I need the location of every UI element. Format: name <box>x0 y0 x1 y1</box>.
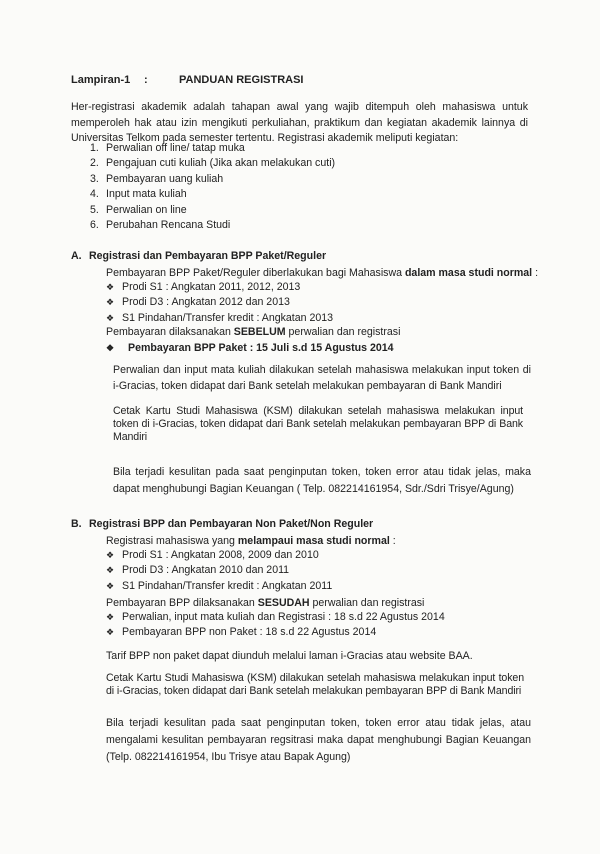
list-item: ❖ S1 Pindahan/Transfer kredit : Angkatan 2013 <box>106 311 333 326</box>
section-b-contact-info: Bila terjadi kesulitan pada saat penginputan token, token error atau tidak jelas, atau mengalami kesulitan pembayaran regsitrasi maka dapat menghubungi Bagian Keuangan (Telp. 082214161954, Ibu Trisye atau Bapak Agung) <box>106 717 531 763</box>
list-item: ❖ Prodi S1 : Angkatan 2008, 2009 dan 2010 <box>106 548 332 563</box>
section-a-payment-timing: Pembayaran dilaksanakan SEBELUM perwalian dan registrasi <box>106 326 401 338</box>
diamond-bullet-icon: ❖ <box>106 580 115 591</box>
section-a-eligibility-text: Pembayaran BPP Paket/Reguler diberlakukan bagi Mahasiswa dalam masa studi normal : <box>106 267 539 279</box>
diamond-bullet-icon: ❖ <box>106 550 115 560</box>
list-item: 5. Perwalian on line <box>90 203 187 216</box>
page-title: PANDUAN REGISTRASI <box>179 74 304 86</box>
section-b-tariff-info: Tarif BPP non paket dapat diunduh melalui laman i-Gracias atau website BAA. <box>106 650 473 662</box>
section-a-payment-period: ❖ Pembayaran BPP Paket : 15 Juli s.d 15 Agustus 2014 <box>106 342 394 354</box>
diamond-bullet-icon: ❖ <box>106 343 115 353</box>
diamond-bullet-icon: ❖ <box>106 282 115 292</box>
document-header <box>71 74 303 86</box>
section-a-heading: A. Registrasi dan Pembayaran BPP Paket/Reguler <box>71 250 327 262</box>
list-item: 1. Perwalian off line/ tatap muka <box>90 142 245 154</box>
diamond-bullet-icon: ❖ <box>106 565 115 576</box>
section-a-cohort-list <box>106 280 333 326</box>
registration-activities-list <box>90 141 335 233</box>
diamond-bullet-icon: ❖ <box>106 297 115 308</box>
section-b-heading: B. Registrasi BPP dan Pembayaran Non Paket/Non Reguler <box>71 518 374 530</box>
attachment-label: Lampiran-1 <box>71 74 131 86</box>
section-b-schedule-list <box>106 610 445 641</box>
section-b-ksm-info: Cetak Kartu Studi Mahasiswa (KSM) dilakukan setelah mahasiswa melakukan input token di i-Gracias, token didapat dari Bank setelah melakukan pembayaran BPP di Bank Mandiri <box>106 672 524 697</box>
section-b-payment-timing: Pembayaran BPP dilaksanakan SESUDAH perwalian dan registrasi <box>106 597 425 609</box>
list-item: 4. Input mata kuliah <box>90 188 187 201</box>
list-item: ❖ Prodi S1 : Angkatan 2011, 2012, 2013 <box>106 280 333 295</box>
list-item: 2. Pengajuan cuti kuliah (Jika akan melakukan cuti) <box>90 157 336 170</box>
list-item: ❖ Pembayaran BPP non Paket : 18 s.d 22 Agustus 2014 <box>106 625 445 640</box>
section-a-contact-info: Bila terjadi kesulitan pada saat penginputan token, token error atau tidak jelas, maka dapat menghubungi Bagian Keuangan ( Telp. 082214161954, Sdr./Sdri Trisye/Agung) <box>113 466 531 495</box>
list-item: ❖ Prodi D3 : Angkatan 2010 dan 2011 <box>106 563 332 578</box>
section-a-token-info: Perwalian dan input mata kuliah dilakukan setelah mahasiswa melakukan input token di i-Gracias, token didapat dari Bank setelah melakukan pembayaran di Bank Mandiri <box>113 364 531 392</box>
section-b-eligibility-text: Registrasi mahasiswa yang melampaui masa studi normal : <box>106 535 396 547</box>
diamond-bullet-icon: ❖ <box>106 312 115 323</box>
list-item: 6. Perubahan Rencana Studi <box>90 218 231 231</box>
header-colon: : <box>144 74 148 86</box>
diamond-bullet-icon: ❖ <box>106 627 115 638</box>
list-item: ❖ S1 Pindahan/Transfer kredit : Angkatan 2011 <box>106 579 332 594</box>
section-b-cohort-list <box>106 548 332 594</box>
list-item: 3. Pembayaran uang kuliah <box>90 172 224 185</box>
list-item: ❖ Prodi D3 : Angkatan 2012 dan 2013 <box>106 295 333 310</box>
section-a-ksm-info: Cetak Kartu Studi Mahasiswa (KSM) dilakukan setelah mahasiswa melakukan input token di i-Gracias, token didapat dari Bank setelah melakukan pembayaran BPP di Bank Mandiri <box>113 405 523 443</box>
list-item: ❖ Perwalian, input mata kuliah dan Registrasi : 18 s.d 22 Agustus 2014 <box>106 610 445 625</box>
diamond-bullet-icon: ❖ <box>106 612 115 622</box>
intro-paragraph: Her-registrasi akademik adalah tahapan awal yang wajib ditempuh oleh mahasiswa untuk memperoleh hak atau izin mengikuti perkuliahan, praktikum dan kegiatan akademik lainnya di Universitas Telkom pada semester tertentu. Registrasi akademik meliputi kegiatan: <box>71 101 528 145</box>
